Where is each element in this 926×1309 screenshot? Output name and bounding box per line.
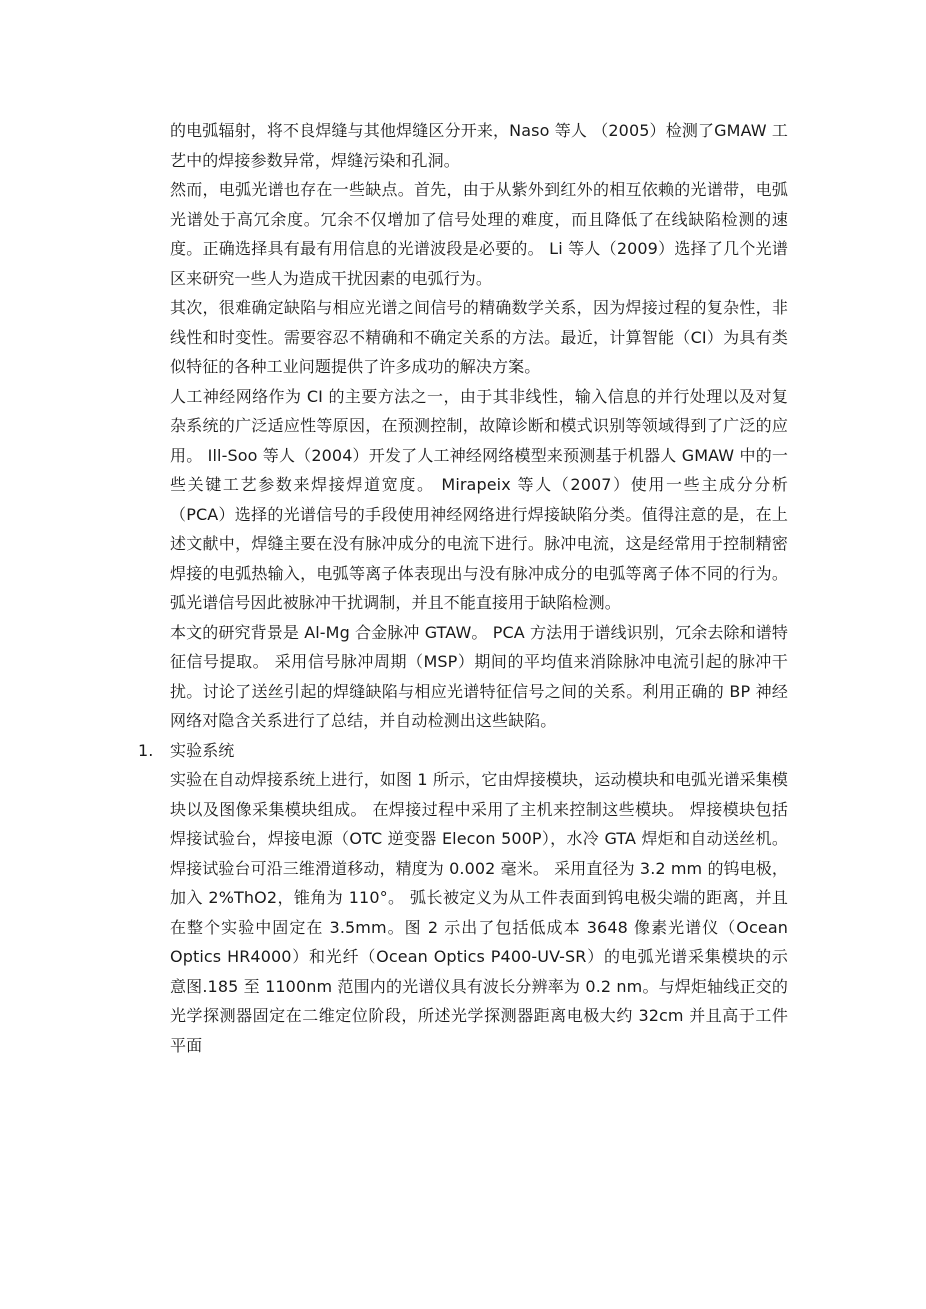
paragraph-math-relationship: 其次，很难确定缺陷与相应光谱之间信号的精确数学关系，因为焊接过程的复杂性，非线性和时变性。需要容忍不精确和不确定关系的方法。最近，计算智能（CI）为具有类似特征的各种工业问题提供了许多成功的解决方案。: [170, 298, 788, 376]
section-number: 1.: [138, 740, 154, 760]
paragraph-spectrum-drawbacks: 然而，电弧光谱也存在一些缺点。首先，由于从紫外到红外的相互依赖的光谱带，电弧光谱处于高冗余度。冗余不仅增加了信号处理的难度，而且降低了在线缺陷检测的速度。正确选择具有最有用信息的光谱波段是必要的。 Li 等人（2009）选择了几个光谱区来研究一些人为造成干扰因素的电弧行为。: [170, 180, 788, 288]
paragraph-research-background: 本文的研究背景是 Al-Mg 合金脉冲 GTAW。 PCA 方法用于谱线识别，冗余去除和谱特征信号提取。 采用信号脉冲周期（MSP）期间的平均值来消除脉冲电流引起的脉冲干扰。讨论了送丝引起的焊缝缺陷与相应光谱特征信号之间的关系。利用正确的 BP 神经网络对隐含关系进行了总结，并自动检测出这些缺陷。: [170, 622, 788, 730]
document-body: [138, 116, 788, 1060]
paragraph-neural-networks: 人工神经网络作为 CI 的主要方法之一，由于其非线性，输入信息的并行处理以及对复杂系统的广泛适应性等原因，在预测控制，故障诊断和模式识别等领域得到了广泛的应用。 Ill-Soo 等人（2004）开发了人工神经网络模型来预测基于机器人 GMAW 中的一些关键工艺参数来焊接焊道宽度。 Mirapeix 等人（2007）使用一些主成分分析（PCA）选择的光谱信号的手段使用神经网络进行焊接缺陷分类。值得注意的是，在上述文献中，焊缝主要在没有脉冲成分的电流下进行。脉冲电流，这是经常用于控制精密焊接的电弧热输入，电弧等离子体表现出与没有脉冲成分的电弧等离子体不同的行为。弧光谱信号因此被脉冲干扰调制，并且不能直接用于缺陷检测。: [170, 386, 788, 612]
section-title: 实验系统: [170, 740, 235, 760]
paragraph-arc-radiation: 的电弧辐射，将不良焊缝与其他焊缝区分开来，Naso 等人 （2005）检测了GMAW 工艺中的焊接参数异常，焊缝污染和孔洞。: [170, 121, 788, 170]
paragraph-experiment-system: 实验在自动焊接系统上进行，如图 1 所示，它由焊接模块，运动模块和电弧光谱采集模块以及图像采集模块组成。 在焊接过程中采用了主机来控制这些模块。 焊接模块包括焊接试验台，焊接电源（OTC 逆变器 Elecon 500P），水冷 GTA 焊炬和自动送丝机。 焊接试验台可沿三维滑道移动，精度为 0.002 毫米。 采用直径为 3.2 mm 的钨电极，加入 2%ThO2，锥角为 110°。 弧长被定义为从工件表面到钨电极尖端的距离，并且在整个实验中固定在 3.5mm。图 2 示出了包括低成本 3648 像素光谱仪（Ocean Optics HR4000）和光纤（Ocean Optics P400-UV-SR）的电弧光谱采集模块的示意图.185 至 1100nm 范围内的光谱仪具有波长分辨率为 0.2 nm。与焊炬轴线正交的光学探测器固定在二维定位阶段，所述光学探测器距离电极大约 32cm 并且高于工件平面: [170, 770, 788, 1055]
section-heading: [138, 736, 788, 766]
